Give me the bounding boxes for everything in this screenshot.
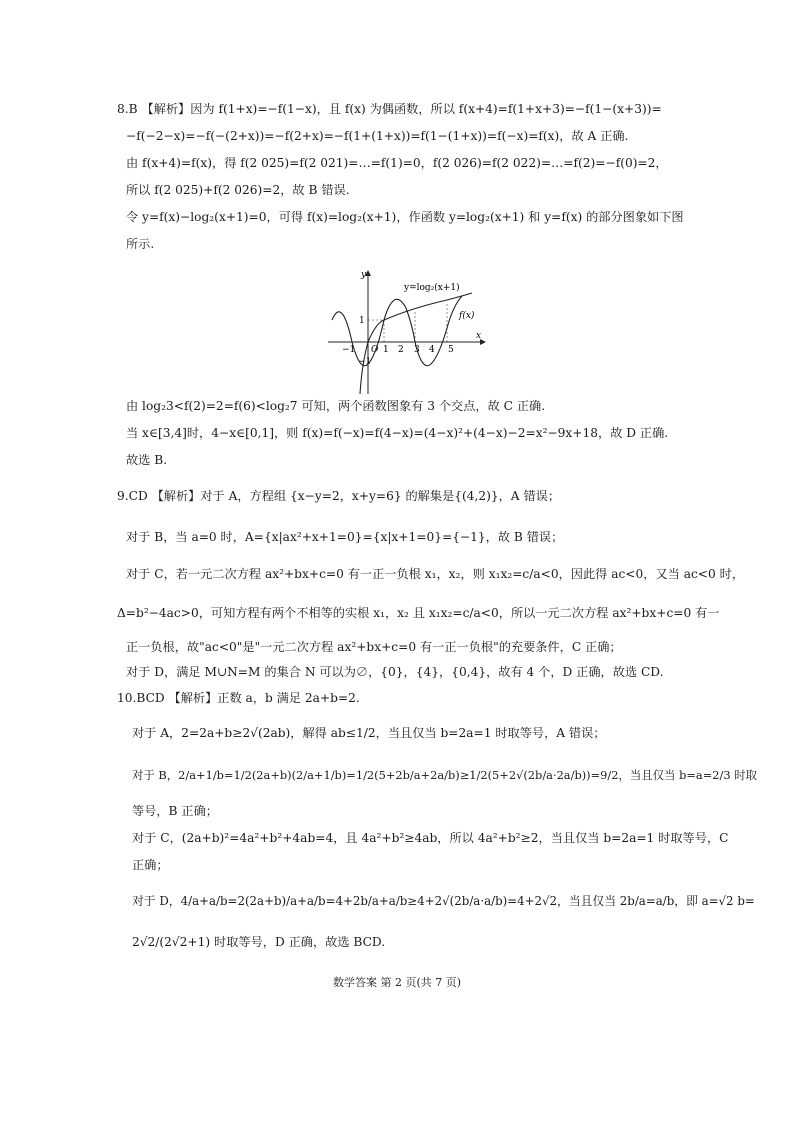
text-line: 对于 C，若一元二次方程 ax²+bx+c=0 有一正一负根 x₁，x₂，则 x₁x₂=c/a<0，因此得 ac<0，又当 ac<0 时，	[126, 567, 745, 581]
text-line: 由 f(x+4)=f(x)，得 f(2 025)=f(2 021)=…=f(1)=0，f(2 026)=f(2 022)=…=f(2)=−f(0)=2，	[126, 156, 668, 170]
text-line: 对于 A，2=2a+b≥2√(2ab)，解得 ab≤1/2，当且仅当 b=2a=1 时取等号，A 错误；	[132, 726, 606, 740]
tick-x-5: 5	[448, 345, 454, 355]
text-line: 正确；	[132, 858, 169, 872]
text-line: 等号，B 正确；	[132, 804, 218, 818]
tick-x-2: 2	[398, 345, 404, 355]
text-line: 对于 C，(2a+b)²=4a²+b²+4ab=4，且 4a²+b²≥4ab，所以 4a²+b²≥2，当且仅当 b=2a=1 时取等号，C	[132, 831, 729, 845]
tick-x-1: 1	[383, 345, 389, 355]
log-curve-label: y=log₂(x+1)	[404, 283, 460, 293]
text-line: 9.CD 【解析】对于 A，方程组 {x−y=2，x+y=6} 的解集是{(4,2)}，A 错误；	[117, 489, 561, 503]
text-line: 对于 B，2/a+1/b=1/2(2a+b)(2/a+1/b)=1/2(5+2b/a+2a/b)≥1/2(5+2√(2b/a·2a/b))=9/2，当且仅当 b=a=2/3 时取	[132, 768, 757, 782]
function-graph	[322, 268, 487, 396]
x-axis-label: x	[476, 331, 482, 341]
tick-y-1: 1	[359, 316, 365, 326]
text-line: 当 x∈[3,4]时，4−x∈[0,1]，则 f(x)=f(−x)=f(4−x)=(4−x)²+(4−x)−2=x²−9x+18，故 D 正确.	[126, 426, 669, 440]
text-line: 故选 B.	[126, 453, 168, 467]
log-curve	[360, 293, 472, 394]
origin-label: O	[371, 345, 379, 355]
text-line: 对于 D，满足 M∪N=M 的集合 N 可以为∅，{0}，{4}，{0,4}，故有 4 个，D 正确，故选 CD.	[126, 665, 664, 679]
text-line: 令 y=f(x)−log₂(x+1)=0，可得 f(x)=log₂(x+1)，作函数 y=log₂(x+1) 和 y=f(x) 的部分图象如下图	[126, 210, 684, 224]
text-line: 2√2/(2√2+1) 时取等号，D 正确，故选 BCD.	[132, 935, 386, 949]
tick-y-neg1: −1	[358, 357, 372, 367]
text-line: 正一负根，故"ac<0"是"一元二次方程 ax²+bx+c=0 有一正一负根"的充要条件，C 正确；	[126, 640, 622, 654]
fx-curve	[332, 296, 462, 366]
text-line: 所以 f(2 025)+f(2 026)=2，故 B 错误.	[126, 183, 350, 197]
tick-x-4: 4	[429, 345, 435, 355]
tick-x-neg1: −1	[342, 345, 356, 355]
text-line: 对于 B，当 a=0 时，A={x|ax²+x+1=0}={x|x+1=0}={−1}，故 B 错误；	[126, 530, 564, 544]
text-line: 由 log₂3<f(2)=2=f(6)<log₂7 可知，两个函数图象有 3 个交点，故 C 正确.	[126, 399, 546, 413]
page-footer: 数学答案 第 2 页(共 7 页)	[332, 976, 462, 989]
text-line: 对于 D，4/a+a/b=2(2a+b)/a+a/b=4+2b/a+a/b≥4+2√(2b/a·a/b)=4+2√2，当且仅当 2b/a=a/b，即 a=√2 b=	[132, 894, 755, 908]
text-line: 10.BCD 【解析】正数 a，b 满足 2a+b=2.	[117, 691, 360, 705]
tick-x-3: 3	[414, 345, 420, 355]
fx-curve-label: f(x)	[459, 311, 475, 321]
text-line: 所示.	[126, 237, 155, 251]
text-line: 8.B 【解析】因为 f(1+x)=−f(1−x)，且 f(x) 为偶函数，所以 f(x+4)=f(1+x+3)=−f(1−(x+3))=	[117, 102, 662, 116]
text-line: Δ=b²−4ac>0，可知方程有两个不相等的实根 x₁，x₂ 且 x₁x₂=c/a<0，所以一元二次方程 ax²+bx+c=0 有一	[117, 606, 720, 620]
y-axis-label: y	[361, 270, 367, 280]
text-line: −f(−2−x)=−f(−(2+x))=−f(2+x)=−f(1+(1+x))=f(1−(1+x))=f(−x)=f(x)，故 A 正确.	[126, 129, 629, 143]
